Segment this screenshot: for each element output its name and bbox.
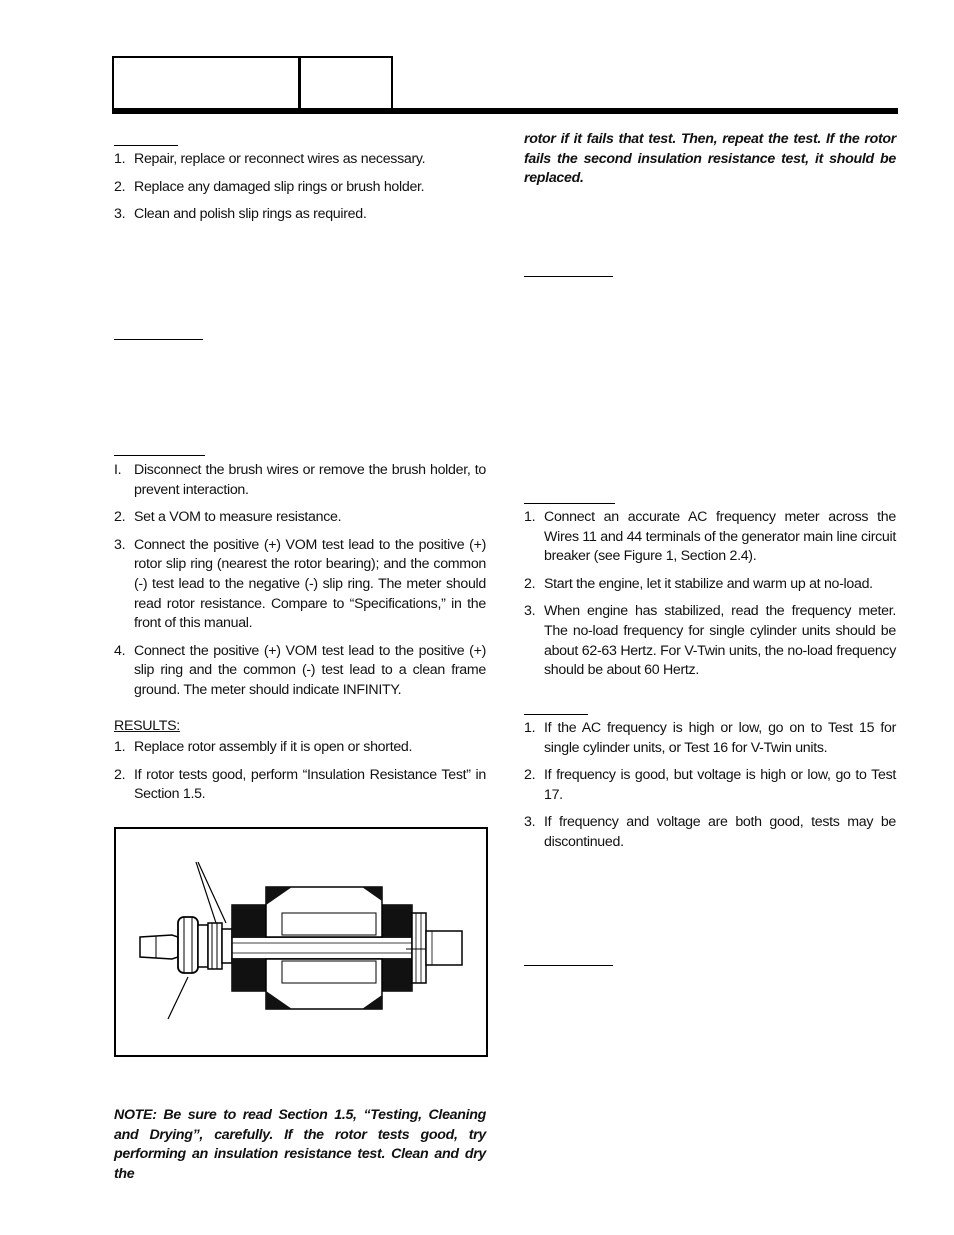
list-item: 1. Repair, replace or reconnect wires as necessary. — [114, 151, 426, 167]
list-item: 3. If frequency and voltage are both good, tests may be discontinued. — [524, 814, 896, 850]
section-heading-line — [524, 965, 613, 966]
list-item: 3. Connect the positive (+) VOM test lead to the positive (+) rotor slip ring (nearest the rotor bearing); and the common (-) test lead to the negative (-) slip ring. The meter should read rotor resistance. Compare to “Specifications,” in the front of this manual. — [114, 536, 486, 632]
list-item: I. Disconnect the brush wires or remove the brush holder, to prevent interaction. — [114, 462, 486, 498]
note-continued: rotor if it fails that test. Then, repeat the test. If the rotor fails the second insulation resistance test, it should be replaced. — [524, 131, 896, 187]
section-heading-line — [114, 455, 205, 456]
header-rule — [112, 108, 898, 114]
list-item: 2. Start the engine, let it stabilize and warm up at no-load. — [524, 575, 873, 592]
results-heading: RESULTS: — [114, 717, 180, 734]
section-heading-line — [524, 503, 615, 504]
section-heading-line — [524, 714, 588, 715]
list-item: 2. Set a VOM to measure resistance. — [114, 509, 342, 526]
list-item: 1. If the AC frequency is high or low, go on to Test 15 for single cylinder units, or Test 16 for V-Twin units. — [524, 720, 896, 756]
right-results — [524, 719, 896, 861]
section-heading-line — [114, 339, 203, 340]
list-item: 2. If frequency is good, but voltage is high or low, go to Test 17. — [524, 767, 896, 803]
list-item: 3. When engine has stabilized, read the frequency meter. The no-load frequency for single cylinder units should be about 62-63 Hertz. For V-Twin units, the no-load frequency should be about 60 Hertz. — [524, 603, 896, 679]
header-box-section — [112, 56, 300, 112]
header-box-page — [299, 56, 393, 112]
left-procedure-a — [114, 150, 486, 233]
rotor-assembly-drawing — [116, 829, 486, 1055]
list-item: 1. Connect an accurate AC frequency meter across the Wires 11 and 44 terminals of the generator main line circuit breaker (see Figure 1, Section 2.4). — [524, 509, 896, 565]
section-heading-line — [524, 276, 613, 277]
list-item: 1. Replace rotor assembly if it is open or shorted. — [114, 739, 413, 756]
rotor-figure — [114, 827, 488, 1057]
left-procedure-b — [114, 461, 486, 813]
list-item: 2. Replace any damaged slip rings or brush holder. — [114, 178, 425, 195]
section-heading-line — [114, 145, 178, 146]
list-item: 4. Connect the positive (+) VOM test lead to the positive (+) slip ring and the common (-) test lead to a clean frame ground. The meter should indicate INFINITY. — [114, 642, 486, 698]
right-procedure — [524, 508, 896, 689]
list-item: 2. If rotor tests good, perform “Insulation Resistance Test” in Section 1.5. — [114, 766, 486, 803]
list-item: 3. Clean and polish slip rings as required. — [114, 206, 367, 223]
note-text: NOTE: Be sure to read Section 1.5, “Testing, Cleaning and Drying”, carefully. If the rotor tests good, try performing an insulation resistance test. Clean and dry the — [114, 1107, 486, 1182]
